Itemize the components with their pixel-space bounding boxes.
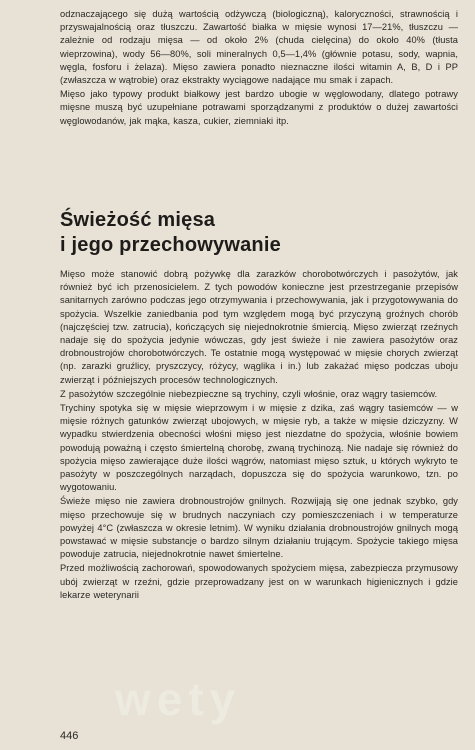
intro-paragraph-1: odznaczającego się dużą wartością odżywczą (biologiczną), kaloryczności, strawnością i przyswajalnością oraz tłuszczu. Zawartość białka w mięsie wynosi 17—21%, tłuszczu — zależnie od rodzaju mięsa — od około 2% (chuda cielęcina) do około 40% (tłusta wieprzowina), wody 56—80%, soli mineralnych 0,5—1,4% (głównie potasu, sody, wapnia, węgla, fosforu i żelaza). Mięso zawiera ponadto nieznaczne ilości witamin A, B, D i PP (zwłaszcza w wątrobie) oraz ekstrakty wyciągowe nadające mu smak i zapach. — [60, 9, 458, 86]
intro-paragraph-2: Mięso jako typowy produkt białkowy jest bardzo ubogie w węglowodany, dlatego potrawy mięsne muszą być uzupełniane potrawami sporządzanymi z produktów o dużej zawartości węglowodanów, jak mąka, kasza, cukier, ziemniaki itp. — [60, 89, 458, 126]
section-heading-line-2: i jego przechowywanie — [60, 234, 281, 256]
watermark: wety — [115, 673, 242, 725]
page-number: 446 — [60, 730, 79, 742]
body-paragraph-5: Przed możliwością zachorowań, spowodowanych spożyciem mięsa, zabezpiecza przymusowy ubój zwierząt w rzeźni, gdzie przeprowadzany jest on w warunkach higienicznych i gdzie lekarze weterynarii — [60, 563, 458, 600]
body-paragraph-2: Z pasożytów szczególnie niebezpieczne są trychiny, czyli włośnie, oraz wągry tasiemców. — [60, 388, 438, 399]
intro-text — [60, 8, 458, 129]
body-paragraph-1: Mięso może stanowić dobrą pożywkę dla zarazków chorobotwórczych i pasożytów, jak również być ich przenosicielem. Z tych powodów konieczne jest przestrzeganie przepisów sanitarnych zarówno podczas jego otrzymywania i przechowywania, jak i przygotowywania do spożycia. Wszelkie zaniedbania pod tym względem mogą być przyczyną groźnych chorób (najczęściej tzw. zatrucia), kończących się niejednokrotnie śmiercią. Mięso zwierząt rzeźnych nadaje się do spożycia jedynie wówczas, gdy jest świeże i nie zawiera pasożytów oraz drobnoustrojów chorobotwórczych. Te ostatnie mogą występować w mięsie chorych zwierząt (np. zarazki gruźlicy, pryszczycy, różycy, wąglika i in.) lub zakażać mięso podczas uboju zwierząt i późniejszych procesów technologicznych. — [60, 269, 458, 385]
section-heading — [60, 208, 458, 258]
body-text — [60, 268, 458, 603]
body-paragraph-4: Świeże mięso nie zawiera drobnoustrojów gnilnych. Rozwijają się one jednak szybko, gdy mięso przechowuje się w brudnych naczyniach czy pomieszczeniach i w temperaturze powyżej 4°C (zwłaszcza w okresie letnim). W wyniku działania drobnoustrojów gnilnych mogą powstawać w mięsie substancje o bardzo silnym działaniu trującym. Spożycie takiego mięsa powoduje zatrucia, niejednokrotnie nawet śmiertelne. — [60, 496, 458, 560]
body-paragraph-3: Trychiny spotyka się w mięsie wieprzowym i w mięsie z dzika, zaś wągry tasiemców — w mięsie różnych gatunków zwierząt ubojowych, w mięsie ryb, a także w mięsie dziczyzny. W wypadku stwierdzenia obecności włośni mięso jest niezdatne do spożycia, włośnie bowiem powodują poważną i często śmiertelną chorobę, zwaną trychinozą. Nie nadaje się również do spożycia mięso zawierające duże ilości wągrów, natomiast mięso sztuk, u których wykryto te pasożyty w poszczególnych narządach, dopuszcza się do spożycia warunkowo, tzn. po wygotowaniu. — [60, 403, 458, 493]
section-heading-line-1: Świeżość mięsa — [60, 209, 216, 231]
